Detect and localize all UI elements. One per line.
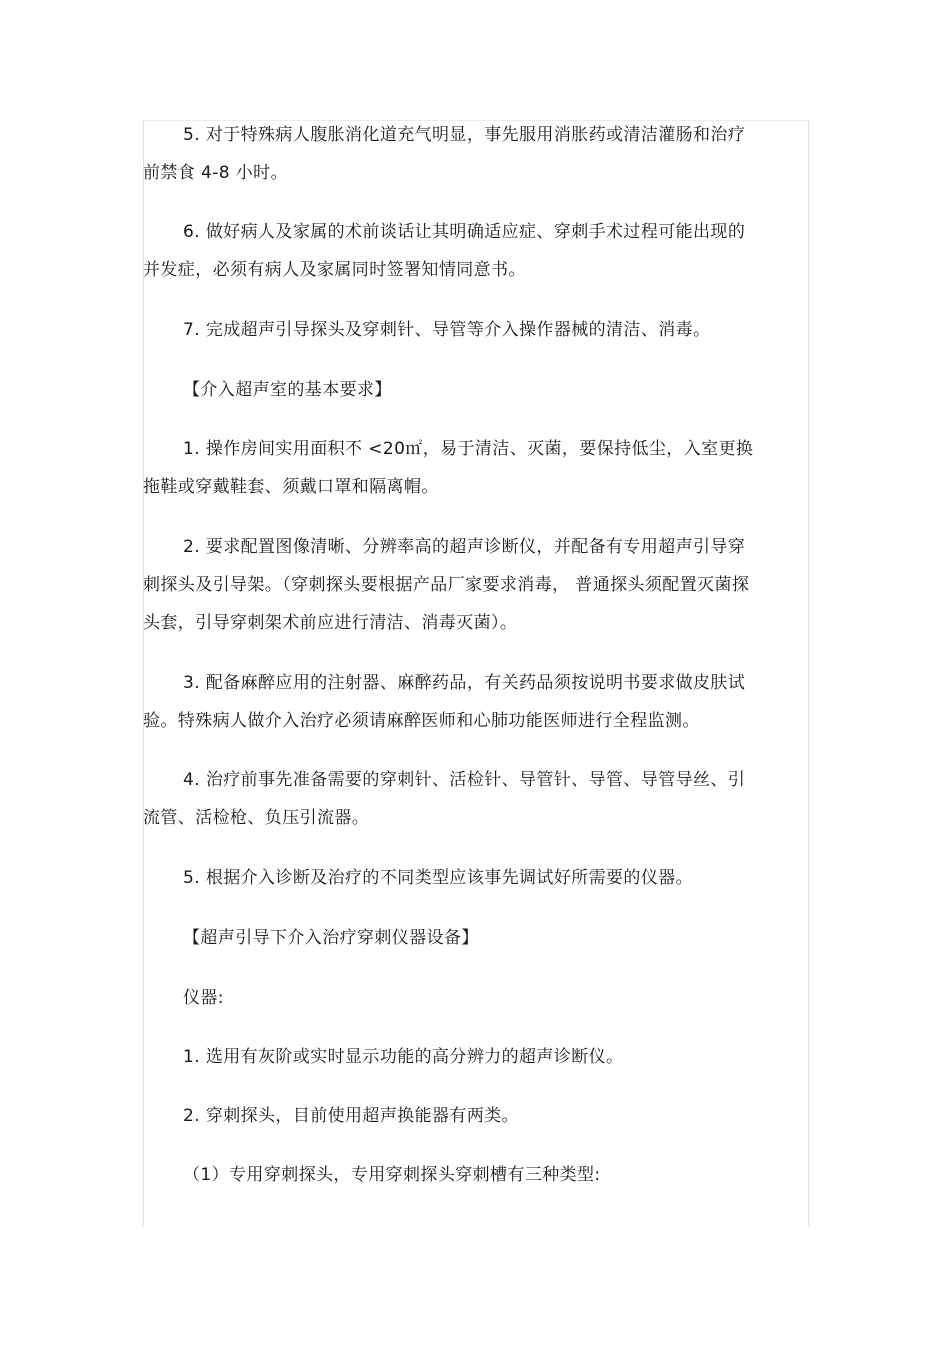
text-line: 6. 做好病人及家属的术前谈话让其明确适应症、穿刺手术过程可能出现的: [183, 222, 746, 242]
text-line: 5. 根据介入诊断及治疗的不同类型应该事先调试好所需要的仪器。: [183, 868, 694, 888]
text-line: 1. 操作房间实用面积不 <20㎡，易于清洁、灭菌，要保持低尘，入室更换: [183, 439, 754, 459]
text-line: 7. 完成超声引导探头及穿刺针、导管等介入操作器械的清洁、消毒。: [183, 320, 711, 340]
text-line: 4. 治疗前事先准备需要的穿刺针、活检针、导管针、导管、导管导丝、引: [183, 770, 746, 790]
text-line: 前禁食 4-8 小时。: [143, 163, 288, 183]
text-line: 仪器:: [183, 988, 224, 1008]
text-line: 并发症，必须有病人及家属同时签署知情同意书。: [143, 260, 526, 280]
text-line: 头套，引导穿刺架术前应进行清洁、消毒灭菌）。: [143, 613, 518, 633]
text-line: （1）专用穿刺探头，专用穿刺探头穿刺槽有三种类型:: [183, 1165, 601, 1185]
text-line: 2. 要求配置图像清晰、分辨率高的超声诊断仪，并配备有专用超声引导穿: [183, 537, 746, 557]
text-line: 流管、活检枪、负压引流器。: [143, 808, 370, 828]
section-heading: 【介入超声室的基本要求】: [183, 380, 392, 400]
text-line: 5. 对于特殊病人腹胀消化道充气明显，事先服用消胀药或清洁灌肠和治疗: [183, 125, 746, 145]
section-heading: 【超声引导下介入治疗穿刺仪器设备】: [183, 928, 479, 948]
text-line: 刺探头及引导架。（穿刺探头要根据产品厂家要求消毒， 普通探头须配置灭菌探: [143, 575, 750, 595]
text-line: 1. 选用有灰阶或实时显示功能的高分辨力的超声诊断仪。: [183, 1047, 624, 1067]
text-line: 2. 穿刺探头，目前使用超声换能器有两类。: [183, 1106, 520, 1126]
text-line: 拖鞋或穿戴鞋套、须戴口罩和隔离帽。: [143, 477, 439, 497]
text-line: 验。特殊病人做介入治疗必须请麻醉医师和心肺功能医师进行全程监测。: [143, 711, 700, 731]
text-line: 3. 配备麻醉应用的注射器、麻醉药品，有关药品须按说明书要求做皮肤试: [183, 673, 746, 693]
